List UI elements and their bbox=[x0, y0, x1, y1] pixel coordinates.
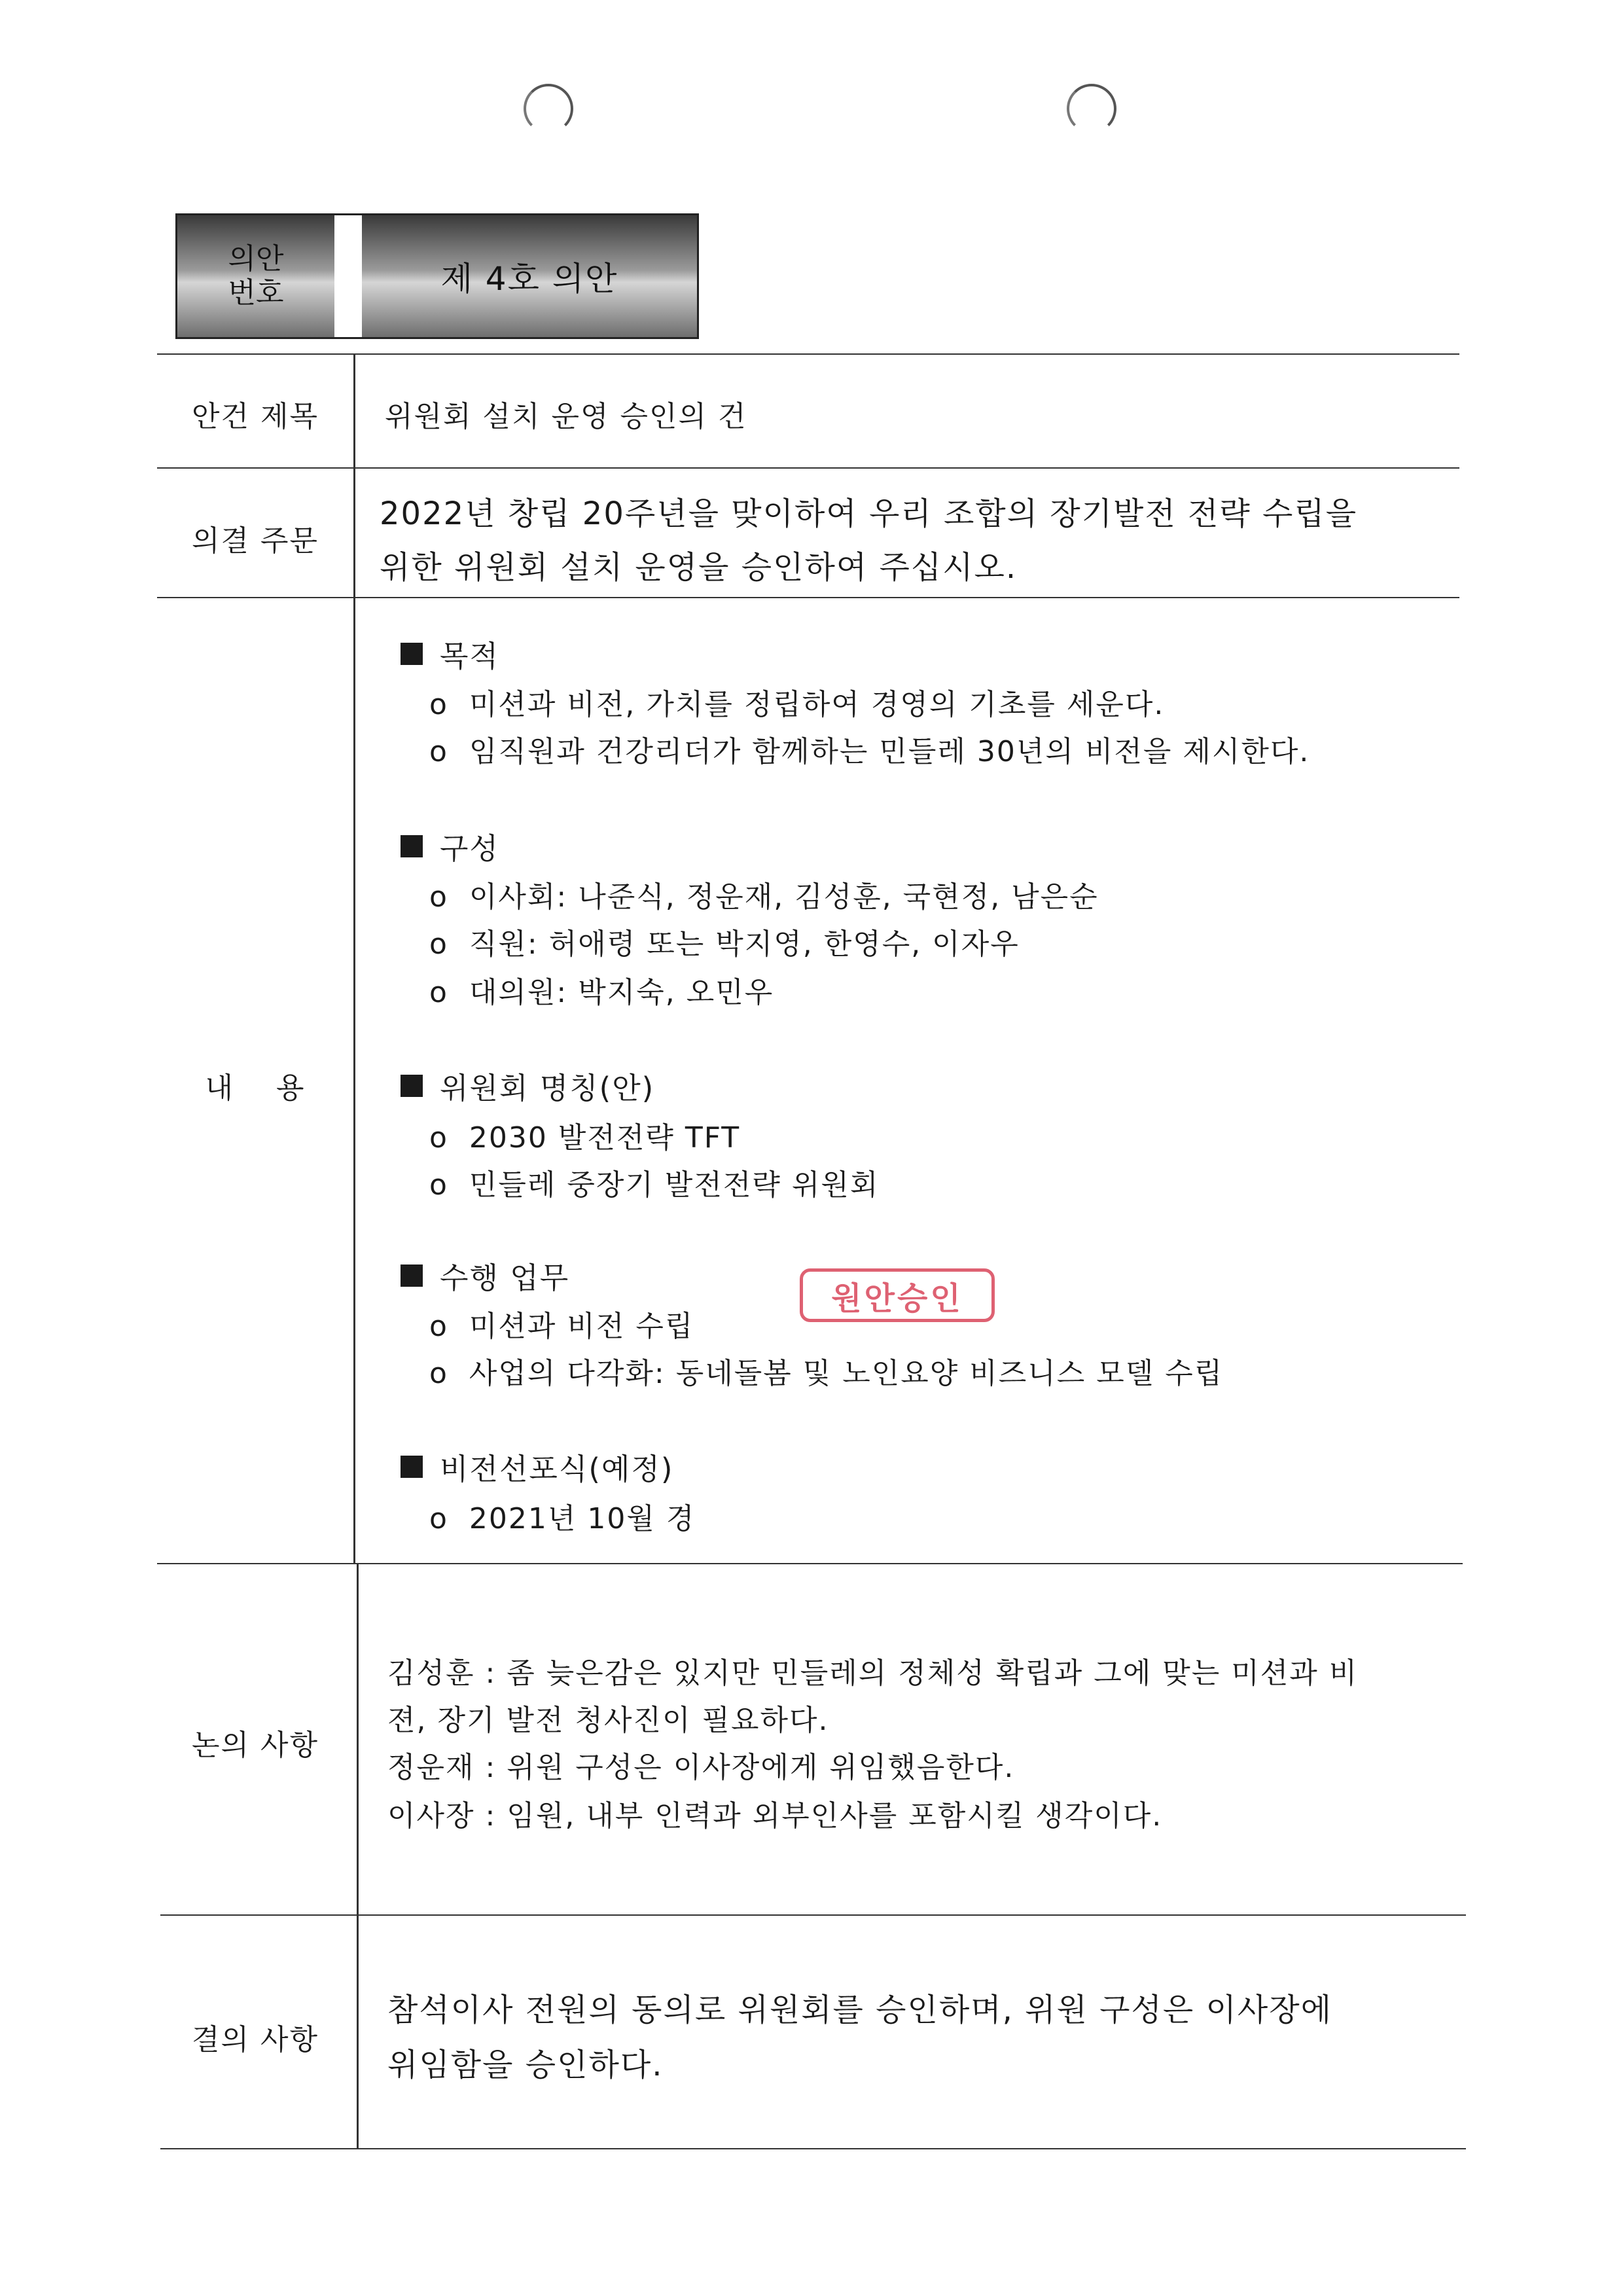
list-item-text: 2021년 10월 경 bbox=[469, 1502, 696, 1535]
column-divider bbox=[353, 353, 355, 1563]
list-item bbox=[429, 1114, 740, 1156]
bullet-marker: o bbox=[429, 1502, 448, 1535]
list-item-text: 민들레 중장기 발전전략 위원회 bbox=[469, 1168, 880, 1202]
decision-line: 참석이사 전원의 동의로 위원회를 승인하며, 위원 구성은 이사장에 bbox=[387, 1992, 1333, 2028]
list-item bbox=[429, 1302, 694, 1344]
list-item-text: 2030 발전전략 TFT bbox=[469, 1121, 741, 1155]
bullet-marker: o bbox=[429, 880, 448, 914]
discussion-line: 젼, 장기 발전 청사진이 필요하다. bbox=[387, 1704, 829, 1737]
discussion-line: 정운재 : 위원 구성은 이사장에게 위임했음한다. bbox=[387, 1751, 1015, 1784]
list-item-text: 미션과 비전 수립 bbox=[469, 1310, 694, 1343]
decision-row-label: 결의 사항 bbox=[191, 2023, 319, 2056]
list-item-text: 임직원과 건강리더가 함께하는 민들레 30년의 비전을 제시한다. bbox=[469, 735, 1310, 768]
list-item-text: 사업의 다각화: 동네돌봄 및 노인요양 비즈니스 모델 수립 bbox=[469, 1357, 1224, 1390]
resolution-line: 위한 위원회 설치 운영을 승인하여 주십시오. bbox=[380, 549, 1018, 586]
list-item bbox=[429, 920, 1020, 962]
table-bottom-border bbox=[160, 2148, 1466, 2149]
list-item bbox=[429, 969, 774, 1011]
section-heading-vision-ceremony bbox=[401, 1445, 673, 1488]
section-heading-text: 수행 업무 bbox=[440, 1261, 570, 1295]
square-bullet-icon bbox=[401, 1075, 423, 1097]
table-top-border bbox=[157, 353, 1459, 355]
discussion-line: 이사장 : 임원, 내부 인력과 외부인사를 포함시킬 생각이다. bbox=[387, 1799, 1163, 1833]
agenda-number-value: 제 4호 의안 bbox=[440, 260, 618, 298]
title-row-label: 안건 제목 bbox=[191, 400, 319, 433]
bullet-marker: o bbox=[429, 1121, 448, 1155]
list-item bbox=[429, 1161, 879, 1203]
list-item bbox=[429, 681, 1164, 723]
bullet-marker: o bbox=[429, 927, 448, 961]
section-heading-tasks bbox=[401, 1254, 569, 1297]
row-divider bbox=[157, 597, 1459, 598]
section-heading-text: 위원회 명칭(안) bbox=[440, 1071, 655, 1105]
agenda-number-label-cell bbox=[177, 215, 334, 337]
agenda-number-label: 의안 번호 bbox=[228, 242, 284, 310]
header-divider bbox=[334, 215, 362, 337]
section-heading-text: 목적 bbox=[440, 639, 499, 673]
bullet-marker: o bbox=[429, 735, 448, 768]
list-item bbox=[429, 1495, 695, 1537]
decision-line: 위임함을 승인하다. bbox=[387, 2047, 664, 2083]
resolution-line: 2022년 창립 20주년을 맞이하여 우리 조합의 장기발전 전략 수립을 bbox=[380, 495, 1358, 532]
row-divider bbox=[157, 1563, 1463, 1564]
row-divider bbox=[157, 467, 1459, 469]
discussion-row-label: 논의 사항 bbox=[191, 1729, 319, 1762]
bullet-marker: o bbox=[429, 688, 448, 721]
agenda-number-box bbox=[175, 213, 699, 339]
column-divider bbox=[357, 1563, 359, 2148]
square-bullet-icon bbox=[401, 643, 423, 665]
list-item-text: 대의원: 박지숙, 오민우 bbox=[469, 976, 774, 1009]
bullet-marker: o bbox=[429, 1357, 448, 1390]
approval-stamp: 원안승인 bbox=[800, 1268, 995, 1322]
section-heading-text: 비전선포식(예정) bbox=[440, 1452, 674, 1486]
square-bullet-icon bbox=[401, 1265, 423, 1287]
bullet-marker: o bbox=[429, 1168, 448, 1202]
section-heading-composition bbox=[401, 825, 499, 867]
list-item-text: 직원: 허애령 또는 박지영, 한영수, 이자우 bbox=[469, 927, 1020, 961]
discussion-line: 김성훈 : 좀 늦은감은 있지만 민들레의 정체성 확립과 그에 맞는 미션과 비 bbox=[387, 1657, 1359, 1690]
section-heading-purpose bbox=[401, 632, 499, 675]
list-item-text: 이사회: 나준식, 정운재, 김성훈, 국현정, 남은순 bbox=[469, 880, 1099, 914]
agenda-number-value-cell bbox=[362, 215, 697, 337]
bullet-marker: o bbox=[429, 1310, 448, 1343]
punch-hole-left bbox=[524, 84, 573, 134]
square-bullet-icon bbox=[401, 1456, 423, 1478]
list-item bbox=[429, 1350, 1223, 1391]
bullet-marker: o bbox=[429, 976, 448, 1009]
title-row-content: 위원회 설치 운영 승인의 건 bbox=[385, 400, 747, 433]
punch-hole-right bbox=[1067, 84, 1116, 134]
list-item bbox=[429, 873, 1099, 915]
content-row-label: 내 용 bbox=[205, 1071, 306, 1105]
list-item bbox=[429, 728, 1310, 770]
square-bullet-icon bbox=[401, 835, 423, 857]
list-item-text: 미션과 비전, 가치를 정립하여 경영의 기초를 세운다. bbox=[469, 688, 1165, 721]
resolution-row-label: 의결 주문 bbox=[191, 524, 319, 558]
section-heading-text: 구성 bbox=[440, 831, 499, 866]
section-heading-committee-name bbox=[401, 1064, 654, 1107]
